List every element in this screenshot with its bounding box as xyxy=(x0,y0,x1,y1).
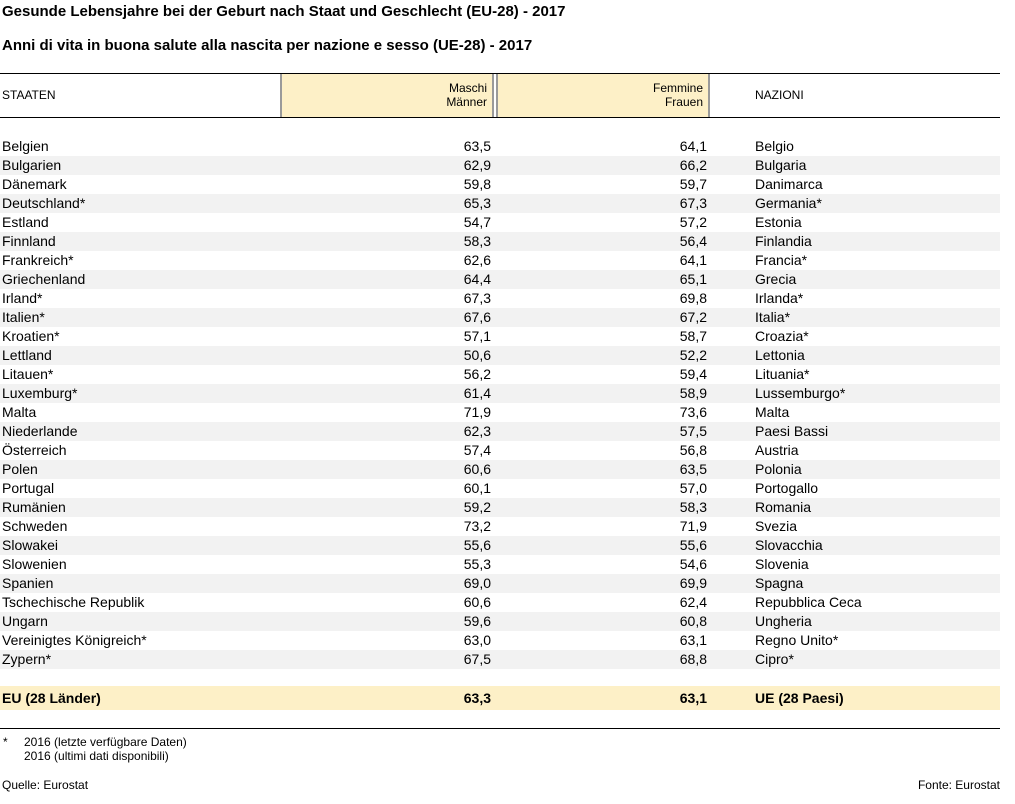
country-name-it: Cipro* xyxy=(755,651,794,667)
table-row xyxy=(0,327,1000,346)
country-name-de: Kroatien* xyxy=(2,328,60,344)
country-name-it: Germania* xyxy=(755,195,822,211)
females-value: 67,2 xyxy=(679,309,707,325)
country-name-de: Bulgarien xyxy=(2,157,62,173)
table-row xyxy=(0,175,1000,194)
country-name-de: Portugal xyxy=(2,480,55,496)
country-name-it: Svezia xyxy=(755,518,798,534)
females-value: 69,8 xyxy=(679,290,707,306)
males-value: 67,6 xyxy=(463,309,491,325)
country-name-it: Austria xyxy=(755,442,799,458)
table-row xyxy=(0,498,1000,517)
country-name-de: Lettland xyxy=(2,347,52,363)
title-italian: Anni di vita in buona salute alla nascita per nazione e sesso (UE-28) - 2017 xyxy=(2,37,533,54)
males-value: 60,6 xyxy=(463,461,491,477)
country-name-de: Schweden xyxy=(2,518,68,534)
females-value: 58,9 xyxy=(679,385,707,401)
country-name-de: Slowakei xyxy=(2,537,59,553)
females-value: 60,8 xyxy=(679,613,707,629)
footnote-marker: * xyxy=(3,735,8,749)
header-maenner-label: Männer xyxy=(446,95,487,109)
country-name-it: Slovacchia xyxy=(755,537,823,553)
males-value: 67,5 xyxy=(463,651,491,667)
country-name-it: Grecia xyxy=(755,271,797,287)
country-name-it: Regno Unito* xyxy=(755,632,839,648)
table-row xyxy=(0,517,1000,536)
males-value: 63,5 xyxy=(463,138,491,154)
country-name-it: Belgio xyxy=(755,138,794,154)
table-row xyxy=(0,612,1000,631)
country-name-it: Paesi Bassi xyxy=(755,423,829,439)
males-value: 62,6 xyxy=(463,252,491,268)
males-value: 67,3 xyxy=(463,290,491,306)
country-name-it: Lituania* xyxy=(755,366,810,382)
country-name-it: Danimarca xyxy=(755,176,823,192)
country-name-de: Italien* xyxy=(2,309,45,325)
country-name-de: Malta xyxy=(2,404,37,420)
country-name-de: Deutschland* xyxy=(2,195,86,211)
females-value: 63,5 xyxy=(679,461,707,477)
table-row xyxy=(0,555,1000,574)
country-name-de: Luxemburg* xyxy=(2,385,78,401)
country-name-it: Bulgaria xyxy=(755,157,807,173)
females-value: 57,5 xyxy=(679,423,707,439)
table-row xyxy=(0,441,1000,460)
country-name-it: Repubblica Ceca xyxy=(755,594,862,610)
females-value: 57,0 xyxy=(679,480,707,496)
header-nazioni: NAZIONI xyxy=(755,88,804,102)
country-name-de: Estland xyxy=(2,214,49,230)
country-name-de: Österreich xyxy=(2,442,67,458)
table-row xyxy=(0,536,1000,555)
total-country-de: EU (28 Länder) xyxy=(2,690,101,706)
table-row xyxy=(0,308,1000,327)
country-name-de: Tschechische Republik xyxy=(2,594,145,610)
males-value: 60,1 xyxy=(463,480,491,496)
header-maschi-label: Maschi xyxy=(448,81,487,95)
table-row xyxy=(0,194,1000,213)
males-value: 50,6 xyxy=(463,347,491,363)
females-value: 54,6 xyxy=(679,556,707,572)
females-value: 59,7 xyxy=(679,176,707,192)
country-name-de: Niederlande xyxy=(2,423,78,439)
country-name-it: Malta xyxy=(755,404,790,420)
males-value: 56,2 xyxy=(463,366,491,382)
males-value: 71,9 xyxy=(463,404,491,420)
country-name-it: Ungheria xyxy=(755,613,812,629)
females-value: 56,8 xyxy=(679,442,707,458)
header-staaten: STAATEN xyxy=(2,88,56,102)
males-value: 63,0 xyxy=(463,632,491,648)
header-bottom-rule xyxy=(0,117,1000,118)
table-row xyxy=(0,270,1000,289)
header-frauen-label: Frauen xyxy=(664,95,703,109)
country-name-de: Dänemark xyxy=(2,176,67,192)
females-value: 66,2 xyxy=(679,157,707,173)
females-value: 55,6 xyxy=(679,537,707,553)
table-row xyxy=(0,403,1000,422)
females-value: 64,1 xyxy=(679,138,707,154)
females-value: 63,1 xyxy=(679,632,707,648)
table-row xyxy=(0,422,1000,441)
country-name-it: Portogallo xyxy=(755,480,819,496)
males-value: 54,7 xyxy=(463,214,491,230)
table-body xyxy=(0,137,1000,669)
country-name-de: Frankreich* xyxy=(2,252,74,268)
header-females xyxy=(496,74,710,117)
footnote-german: 2016 (letzte verfügbare Daten) xyxy=(24,735,187,749)
males-value: 61,4 xyxy=(463,385,491,401)
country-name-it: Polonia xyxy=(755,461,802,477)
country-name-de: Ungarn xyxy=(2,613,48,629)
country-name-it: Spagna xyxy=(755,575,804,591)
males-value: 57,1 xyxy=(463,328,491,344)
males-value: 65,3 xyxy=(463,195,491,211)
total-males-value: 63,3 xyxy=(463,690,491,706)
country-name-de: Belgien xyxy=(2,138,49,154)
footnote-italian: 2016 (ultimi dati disponibili) xyxy=(24,749,169,763)
females-value: 59,4 xyxy=(679,366,707,382)
source-italian: Fonte: Eurostat xyxy=(917,778,1000,792)
females-value: 65,1 xyxy=(679,271,707,287)
table-row xyxy=(0,346,1000,365)
total-row xyxy=(0,686,1000,710)
females-value: 58,7 xyxy=(679,328,707,344)
total-country-it: UE (28 Paesi) xyxy=(755,690,844,706)
country-name-it: Croazia* xyxy=(755,328,809,344)
males-value: 59,6 xyxy=(463,613,491,629)
females-value: 73,6 xyxy=(679,404,707,420)
country-name-de: Litauen* xyxy=(2,366,54,382)
country-name-de: Polen xyxy=(2,461,38,477)
females-value: 69,9 xyxy=(679,575,707,591)
males-value: 58,3 xyxy=(463,233,491,249)
country-name-de: Slowenien xyxy=(2,556,67,572)
females-value: 56,4 xyxy=(679,233,707,249)
header-femmine-label: Femmine xyxy=(652,81,703,95)
males-value: 64,4 xyxy=(463,271,491,287)
table-row xyxy=(0,460,1000,479)
males-value: 69,0 xyxy=(463,575,491,591)
table-row xyxy=(0,232,1000,251)
country-name-it: Slovenia xyxy=(755,556,809,572)
table-row xyxy=(0,251,1000,270)
total-females-value: 63,1 xyxy=(679,690,707,706)
table-row xyxy=(0,289,1000,308)
males-value: 55,6 xyxy=(463,537,491,553)
table-row xyxy=(0,593,1000,612)
table-row xyxy=(0,479,1000,498)
males-value: 57,4 xyxy=(463,442,491,458)
table-row xyxy=(0,384,1000,403)
table-row xyxy=(0,213,1000,232)
males-value: 59,2 xyxy=(463,499,491,515)
females-value: 71,9 xyxy=(679,518,707,534)
country-name-it: Finlandia xyxy=(755,233,812,249)
country-name-de: Vereinigtes Königreich* xyxy=(2,632,147,648)
country-name-it: Lussemburgo* xyxy=(755,385,846,401)
country-name-it: Irlanda* xyxy=(755,290,804,306)
females-value: 57,2 xyxy=(679,214,707,230)
males-value: 59,8 xyxy=(463,176,491,192)
header-males xyxy=(280,74,494,117)
country-name-it: Romania xyxy=(755,499,812,515)
females-value: 62,4 xyxy=(679,594,707,610)
country-name-it: Italia* xyxy=(755,309,791,325)
country-name-de: Griechenland xyxy=(2,271,86,287)
country-name-de: Rumänien xyxy=(2,499,66,515)
source-german: Quelle: Eurostat xyxy=(2,778,89,792)
males-value: 73,2 xyxy=(463,518,491,534)
females-value: 67,3 xyxy=(679,195,707,211)
table-row xyxy=(0,631,1000,650)
table-row xyxy=(0,650,1000,669)
footer-rule xyxy=(0,728,1000,729)
table-row xyxy=(0,137,1000,156)
females-value: 58,3 xyxy=(679,499,707,515)
females-value: 68,8 xyxy=(679,651,707,667)
males-value: 62,9 xyxy=(463,157,491,173)
males-value: 55,3 xyxy=(463,556,491,572)
females-value: 52,2 xyxy=(679,347,707,363)
country-name-it: Estonia xyxy=(755,214,802,230)
title-german: Gesunde Lebensjahre bei der Geburt nach Staat und Geschlecht (EU-28) - 2017 xyxy=(2,3,566,20)
country-name-it: Lettonia xyxy=(755,347,805,363)
country-name-it: Francia* xyxy=(755,252,808,268)
males-value: 62,3 xyxy=(463,423,491,439)
table-row xyxy=(0,365,1000,384)
country-name-de: Finnland xyxy=(2,233,56,249)
country-name-de: Spanien xyxy=(2,575,54,591)
country-name-de: Irland* xyxy=(2,290,43,306)
females-value: 64,1 xyxy=(679,252,707,268)
table-row xyxy=(0,156,1000,175)
table-row xyxy=(0,574,1000,593)
country-name-de: Zypern* xyxy=(2,651,52,667)
males-value: 60,6 xyxy=(463,594,491,610)
